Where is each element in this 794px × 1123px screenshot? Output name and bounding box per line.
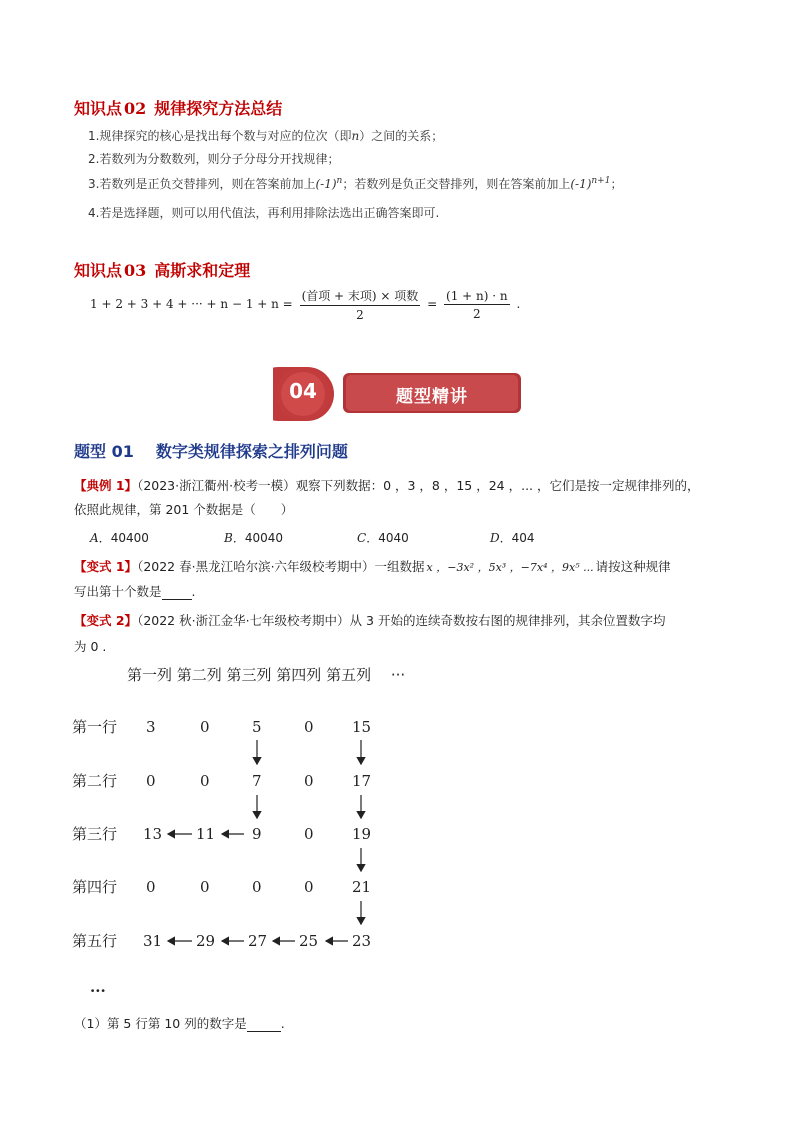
cell-r3-c5: 19 — [352, 825, 372, 843]
banner-title: 题型精讲 — [396, 387, 468, 407]
cell-r2-c1: 0 — [146, 772, 156, 790]
question-type-title: 题型 01 数字类规律探索之排列问题 — [74, 442, 348, 461]
cell-r2-c3: 7 — [252, 772, 262, 790]
option-a[interactable]: A．40400 — [90, 531, 149, 545]
cell-r3-c4: 0 — [304, 825, 314, 843]
cell-r5-c1: 31 — [143, 932, 163, 950]
cell-r1-c2: 0 — [200, 718, 210, 736]
cell-r2-c2: 0 — [200, 772, 210, 790]
section-title-kp03: 知识点 03 高斯求和定理 — [74, 261, 251, 280]
cell-r3-c1: 13 — [143, 825, 163, 843]
cell-r3-c3: 9 — [252, 825, 262, 843]
fraction-1: $\frac{\text{(首项 + 末项) × 项数}}{2}$ — [301, 289, 419, 322]
example-1-line-1: 【典例 1】（2023·浙江衢州·校考一模）观察下列数据：0 ，3 ，8 ，15 ，24 ，... ，它们是按一定规律排列的， — [74, 478, 700, 493]
option-c[interactable]: C．4040 — [357, 531, 409, 545]
cell-r4-c1: 0 — [146, 878, 156, 896]
row-label-2: 第二行 — [72, 772, 118, 790]
cell-r2-c5: 17 — [352, 772, 372, 790]
answer-blank-sub1[interactable] — [247, 1019, 281, 1032]
kp02-item-4: 4.若是选择题，则可以用代值法，再利用排除法选出正确答案即可. — [88, 206, 440, 220]
cell-r1-c4: 0 — [304, 718, 314, 736]
kp02-item-1: 1.规律探究的核心是找出每个数与对应的位次（即n）之间的关系； — [88, 129, 444, 143]
cell-r1-c1: 3 — [146, 718, 156, 736]
cell-r3-c2: 11 — [196, 825, 216, 843]
row-label-4: 第四行 — [72, 878, 118, 896]
grid-ellipsis: ··· — [90, 982, 106, 1000]
banner-number: 04 — [289, 379, 317, 403]
variant-2-line-2: 为 0 . — [74, 639, 107, 654]
cell-r5-c5: 23 — [352, 932, 372, 950]
row-label-5: 第五行 — [72, 932, 118, 950]
gauss-formula: 1 + 2 + 3 + 4 + ··· + n − 1 + n = $\frac{\text{(首项 + 末项) × 项数}}{2}$ = $\frac{(1 + n) \cdot n}{2}$ . — [90, 288, 521, 322]
subquestion-1: （1）第 5 行第 10 列的数字是 . — [74, 1016, 285, 1031]
option-b[interactable]: B．40040 — [224, 531, 284, 545]
option-d[interactable]: D．404 — [490, 531, 535, 545]
kp02-item-2: 2.若数列为分数数列，则分子分母分开找规律； — [88, 152, 340, 166]
kp02-item-3: 3.若数列是正负交替排列，则在答案前加上$(-1)^n$；若数列是负正交替排列，则在答案前加上$(-1)^{n+1}$； — [88, 176, 623, 191]
cell-r1-c3: 5 — [252, 718, 262, 736]
cell-r4-c2: 0 — [200, 878, 210, 896]
cell-r5-c2: 29 — [196, 932, 216, 950]
cell-r4-c5: 21 — [352, 878, 372, 896]
grid-column-header: 第一列 第二列 第三列 第四列 第五列 ··· — [127, 666, 406, 684]
cell-r2-c4: 0 — [304, 772, 314, 790]
variant-2-line-1: 【变式 2】（2022 秋·浙江金华·七年级校考期中）从 3 开始的连续奇数按右图的规律排列，其余位置数字均 — [74, 613, 666, 628]
variant-1-line-2: 写出第十个数是 . — [74, 584, 196, 599]
variant-1-line-1: 【变式 1】（2022 春·黑龙江哈尔滨·六年级校考期中）一组数据 x ，−3x² ，5x³ ，−7x⁴ ，9x⁵ ... 请按这种规律 — [74, 559, 671, 574]
row-label-3: 第三行 — [72, 825, 118, 843]
section-title-kp02: 知识点 02 规律探究方法总结 — [74, 99, 283, 118]
cell-r5-c3: 27 — [248, 932, 268, 950]
cell-r5-c4: 25 — [299, 932, 319, 950]
row-label-1: 第一行 — [72, 718, 118, 736]
cell-r1-c5: 15 — [352, 718, 372, 736]
example-1-line-2: 依照此规律，第 201 个数据是（ ） — [74, 502, 294, 517]
cell-r4-c4: 0 — [304, 878, 314, 896]
fraction-2: $\frac{(1 + n) \cdot n}{2}$ — [446, 288, 508, 321]
cell-r4-c3: 0 — [252, 878, 262, 896]
